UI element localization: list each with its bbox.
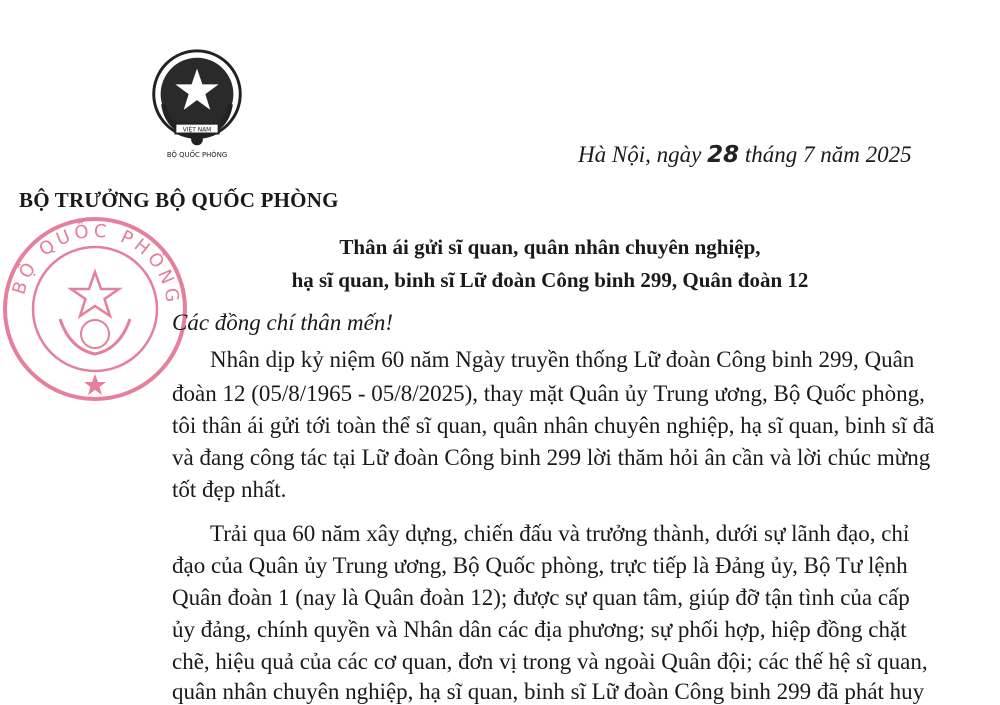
letter-title-line-2: hạ sĩ quan, binh sĩ Lữ đoàn Công binh 299, Quân đoàn 12 [291,268,809,292]
paragraph-2-line: đạo của Quân ủy Trung ương, Bộ Quốc phòng, trực tiếp là Đảng ủy, Bộ Tư lệnh [172,553,908,578]
svg-text:VIỆT NAM: VIỆT NAM [182,127,212,134]
letter-title-line-1: Thân ái gửi sĩ quan, quân nhân chuyên nghiệp, [339,235,761,259]
paragraph-1-line: đoàn 12 (05/8/1965 - 05/8/2025), thay mặt Quân ủy Trung ương, Bộ Quốc phòng, [172,381,925,406]
sender-title: BỘ TRƯỞNG BỘ QUỐC PHÒNG [19,188,339,212]
paragraph-2-line: Trải qua 60 năm xây dựng, chiến đấu và trưởng thành, dưới sự lãnh đạo, chỉ [210,521,910,546]
paragraph-2-line: chẽ, hiệu quả của các cơ quan, đơn vị trong và ngoài Quân đội; các thế hệ sĩ quan, [172,649,928,674]
paragraph-2-line: ủy đảng, chính quyền và Nhân dân các địa phương; sự phối hợp, hiệp đồng chặt [172,617,907,642]
handwritten-day: 28 [707,142,740,168]
paragraph-1-line: tốt đẹp nhất. [172,477,287,502]
national-emblem [138,45,256,163]
seal-star-icon [71,272,119,316]
official-seal [0,214,190,404]
paragraph-1-line: tôi thân ái gửi tới toàn thể sĩ quan, quân nhân chuyên nghiệp, hạ sĩ quan, binh sĩ đã [172,413,935,438]
paragraph-2-line: Quân đoàn 1 (nay là Quân đoàn 12); được sự quan tâm, giúp đỡ tận tình của cấp [172,585,910,610]
paragraph-2-line: quân nhân chuyên nghiệp, hạ sĩ quan, binh sĩ Lữ đoàn Công binh 299 đã phát huy [172,679,925,704]
document-date: Hà Nội, ngày 28 tháng 7 năm 2025 [578,142,912,168]
paragraph-1-line: Nhân dịp kỷ niệm 60 năm Ngày truyền thống Lữ đoàn Công binh 299, Quân [210,347,915,372]
svg-text:BỘ QUỐC PHÒNG: BỘ QUỐC PHÒNG [166,151,228,160]
seal-small-star-icon [84,374,106,395]
paragraph-1-line: và đang công tác tại Lữ đoàn Công binh 299 lời thăm hỏi ân cần và lời chúc mừng [172,445,931,470]
letter-greeting: Các đồng chí thân mến! [172,310,394,335]
svg-text:BỘ QUỐC PHÒNG: BỘ QUỐC PHÒNG [8,220,184,308]
